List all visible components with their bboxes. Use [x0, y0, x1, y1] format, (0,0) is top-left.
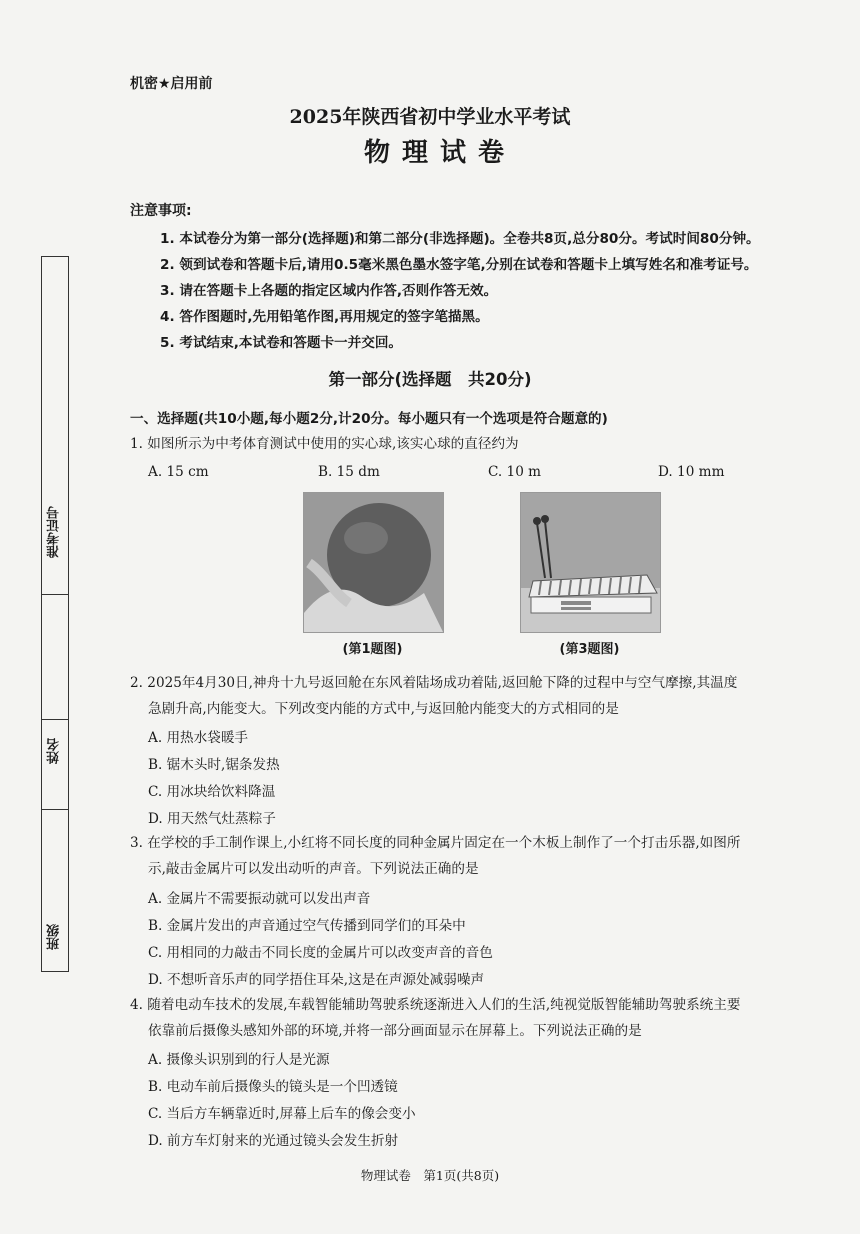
- figure-3-xylophone-photo: [520, 492, 661, 633]
- q3-option-c: C. 用相同的力敲击不同长度的金属片可以改变声音的音色: [148, 945, 493, 961]
- question-1-stem: 1. 如图所示为中考体育测试中使用的实心球,该实心球的直径约为: [130, 436, 519, 452]
- notice-item: 5. 考试结束,本试卷和答题卡一并交回。: [160, 335, 403, 351]
- q1-option-b: B. 15 dm: [318, 464, 380, 480]
- figure-3-caption: (第3题图): [559, 642, 620, 657]
- notice-item: 3. 请在答题卡上各题的指定区域内作答,否则作答无效。: [160, 283, 498, 299]
- q4-option-c: C. 当后方车辆靠近时,屏幕上后车的像会变小: [148, 1106, 416, 1122]
- page-footer: 物理试卷 第1页(共8页): [360, 1168, 500, 1183]
- part-heading: 一、选择题(共10小题,每小题2分,计20分。每小题只有一个选项是符合题意的): [130, 411, 608, 427]
- question-4-stem-line1: 4. 随着电动车技术的发展,车载智能辅助驾驶系统逐渐进入人们的生活,纯视觉版智能辅助驾驶系统主要: [130, 997, 741, 1013]
- exam-title: 2025年陕西省初中学业水平考试: [289, 106, 571, 128]
- binding-column: [41, 256, 69, 972]
- section-title: 第一部分(选择题 共20分): [328, 370, 532, 389]
- notice-heading: 注意事项:: [130, 203, 192, 219]
- exam-id-label: 准考证号: [47, 506, 62, 558]
- paper-subtitle: 物理试卷: [363, 138, 516, 168]
- q4-option-d: D. 前方车灯射来的光通过镜头会发生折射: [148, 1133, 399, 1149]
- question-4-stem-line2: 依靠前后摄像头感知外部的环境,并将一部分画面显示在屏幕上。下列说法正确的是: [148, 1023, 642, 1039]
- q2-option-b: B. 锯木头时,锯条发热: [148, 757, 280, 773]
- question-3-stem-line2: 示,敲击金属片可以发出动听的声音。下列说法正确的是: [148, 861, 479, 877]
- q4-option-a: A. 摄像头识别到的行人是光源: [148, 1052, 330, 1068]
- q2-option-c: C. 用冰块给饮料降温: [148, 784, 276, 800]
- question-3-stem-line1: 3. 在学校的手工制作课上,小红将不同长度的同种金属片固定在一个木板上制作了一个打击乐器,如图所: [130, 835, 741, 851]
- figure-1-caption: (第1题图): [342, 642, 403, 657]
- binding-divider: [42, 594, 68, 595]
- class-label: 班级: [47, 924, 62, 950]
- q2-option-d: D. 用天然气灶蒸粽子: [148, 811, 276, 827]
- q1-option-a: A. 15 cm: [148, 464, 209, 480]
- notice-item: 4. 答作图题时,先用铅笔作图,再用规定的签字笔描黑。: [160, 309, 489, 325]
- name-label: 姓名: [47, 738, 62, 764]
- q4-option-b: B. 电动车前后摄像头的镜头是一个凹透镜: [148, 1079, 398, 1095]
- binding-divider: [42, 719, 68, 720]
- q2-option-a: A. 用热水袋暖手: [148, 730, 249, 746]
- figure-1-ball-photo: [303, 492, 444, 633]
- q3-option-d: D. 不想听音乐声的同学捂住耳朵,这是在声源处减弱噪声: [148, 972, 485, 988]
- q3-option-a: A. 金属片不需要振动就可以发出声音: [148, 891, 371, 907]
- q1-option-d: D. 10 mm: [658, 464, 725, 480]
- binding-divider: [42, 809, 68, 810]
- notice-item: 1. 本试卷分为第一部分(选择题)和第二部分(非选择题)。全卷共8页,总分80分。考试时间80分钟。: [160, 231, 760, 247]
- q1-option-c: C. 10 m: [488, 464, 542, 480]
- confidential-mark: 机密★启用前: [130, 76, 213, 92]
- question-2-stem-line2: 急剧升高,内能变大。下列改变内能的方式中,与返回舱内能变大的方式相同的是: [148, 701, 619, 717]
- notice-item: 2. 领到试卷和答题卡后,请用0.5毫米黑色墨水签字笔,分别在试卷和答题卡上填写姓名和准考证号。: [160, 257, 758, 273]
- q3-option-b: B. 金属片发出的声音通过空气传播到同学们的耳朵中: [148, 918, 466, 934]
- question-2-stem-line1: 2. 2025年4月30日,神舟十九号返回舱在东风着陆场成功着陆,返回舱下降的过程中与空气摩擦,其温度: [130, 675, 738, 691]
